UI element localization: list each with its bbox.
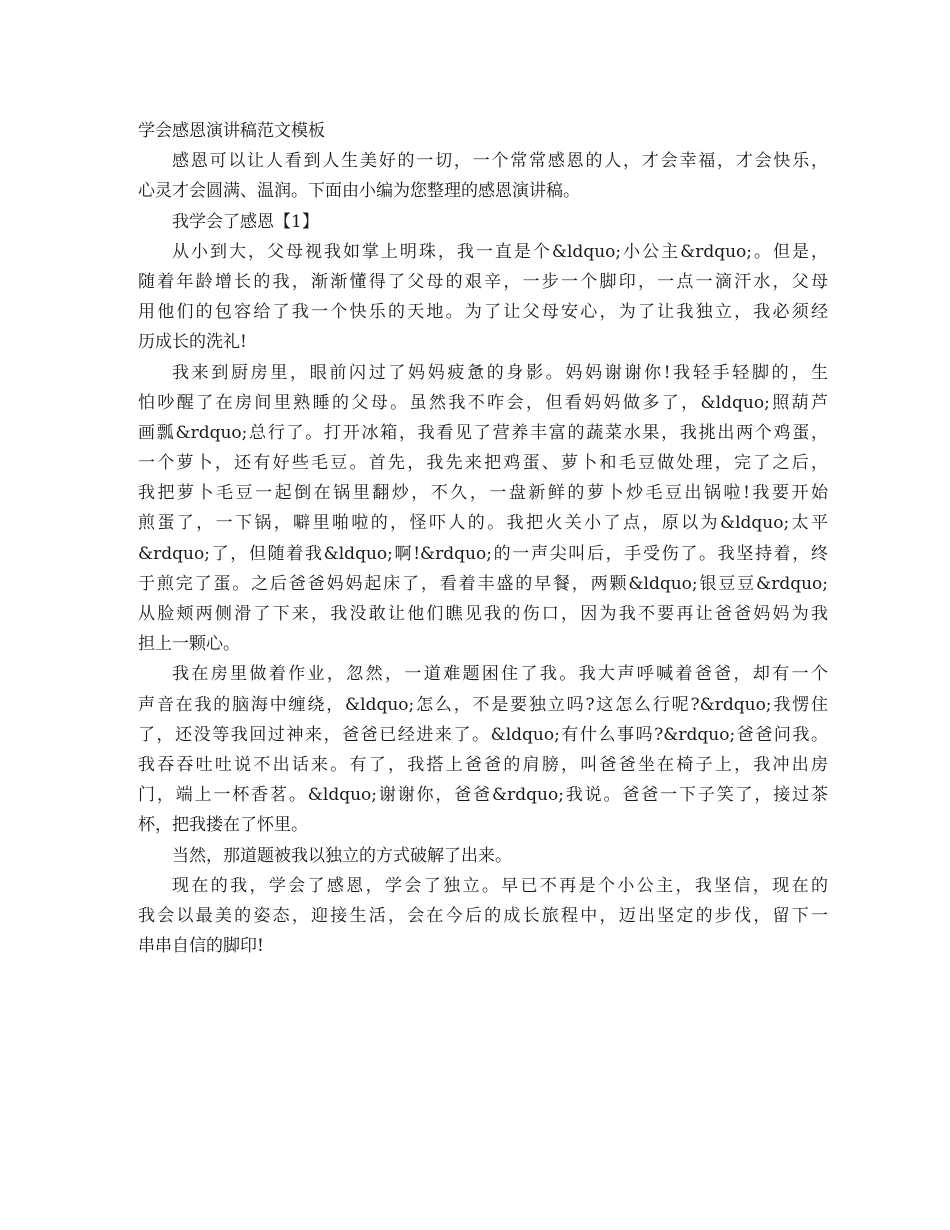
- text-line: 声音在我的脑海中缠绕，&ldquo;怎么，不是要独立吗?这怎么行呢?&rdquo;我愣住: [138, 694, 828, 715]
- text-line: 历成长的洗礼!: [138, 332, 247, 353]
- text-line: 从脸颊两侧滑了下来，我没敢让他们瞧见我的伤口，因为我不要再让爸爸妈妈为我: [138, 604, 828, 624]
- text-line: 感恩可以让人看到人生美好的一切，一个常常感恩的人，才会幸福，才会快乐，: [172, 151, 828, 172]
- paragraph-para-1: [138, 237, 828, 358]
- text-line: 从小到大，父母视我如掌上明珠，我一直是个&ldquo;小公主&rdquo;。但是，: [172, 241, 828, 262]
- text-line: 现在的我，学会了感恩，学会了独立。早已不再是个小公主，我坚信，现在的: [172, 875, 828, 896]
- text-line: 杯，把我搂在了怀里。: [138, 815, 308, 836]
- text-line: 串串自信的脚印!: [138, 936, 264, 957]
- text-line: 我会以最美的姿态，迎接生活，会在今后的成长旅程中，迈出坚定的步伐，留下一: [138, 905, 828, 926]
- text-line: 怕吵醒了在房间里熟睡的父母。虽然我不咋会，但看妈妈做多了，&ldquo;照葫芦: [138, 392, 828, 413]
- text-line: 煎蛋了，一下锅，噼里啪啦的，怪吓人的。我把火关小了点，原以为&ldquo;太平: [138, 513, 828, 534]
- text-line: 画瓢&rdquo;总行了。打开冰箱，我看见了营养丰富的蔬菜水果，我挑出两个鸡蛋，: [138, 422, 828, 443]
- text-line: 当然，那道题被我以独立的方式破解了出来。: [172, 845, 512, 866]
- document-page: [138, 116, 828, 961]
- paragraph-intro: [138, 146, 828, 206]
- text-line: 门，端上一杯香茗。&ldquo;谢谢你，爸爸&rdquo;我说。爸爸一下子笑了，接过茶: [138, 785, 828, 806]
- text-line: 了，还没等我回过神来，爸爸已经进来了。&ldquo;有什么事吗?&rdquo;爸爸问我。: [138, 724, 828, 745]
- text-line: 担上一颗心。: [138, 634, 240, 655]
- document-title: 学会感恩演讲稿范文模板: [138, 121, 325, 141]
- document-body: [138, 146, 828, 961]
- text-line: 心灵才会圆满、温润。下面由小编为您整理的感恩演讲稿。: [138, 181, 580, 202]
- text-line: 我把萝卜毛豆一起倒在锅里翻炒，不久，一盘新鲜的萝卜炒毛豆出锅啦!我要开始: [138, 483, 828, 504]
- text-line: 我学会了感恩【1】: [172, 211, 319, 232]
- paragraph-para-5: [138, 871, 828, 962]
- text-line: &rdquo;了，但随着我&ldquo;啊!&rdquo;的一声尖叫后，手受伤了。我坚持着，终: [138, 543, 828, 564]
- text-line: 我吞吞吐吐说不出话来。有了，我搭上爸爸的肩膀，叫爸爸坐在椅子上，我冲出房: [138, 754, 828, 775]
- paragraph-para-2: [138, 358, 828, 660]
- paragraph-heading-1: [138, 207, 828, 237]
- text-line: 一个萝卜，还有好些毛豆。首先，我先来把鸡蛋、萝卜和毛豆做处理，完了之后，: [138, 453, 828, 474]
- paragraph-para-4: [138, 841, 828, 871]
- text-line: 我来到厨房里，眼前闪过了妈妈疲惫的身影。妈妈谢谢你!我轻手轻脚的，生: [172, 362, 828, 383]
- text-line: 我在房里做着作业，忽然，一道难题困住了我。我大声呼喊着爸爸，却有一个: [172, 664, 828, 685]
- text-line: 于煎完了蛋。之后爸爸妈妈起床了，看着丰盛的早餐，两颗&ldquo;银豆豆&rdquo;: [138, 573, 828, 594]
- text-line: 用他们的包容给了我一个快乐的天地。为了让父母安心，为了让我独立，我必须经: [138, 302, 828, 323]
- text-line: 随着年龄增长的我，渐渐懂得了父母的艰辛，一步一个脚印，一点一滴汗水，父母: [138, 271, 828, 292]
- paragraph-para-3: [138, 659, 828, 840]
